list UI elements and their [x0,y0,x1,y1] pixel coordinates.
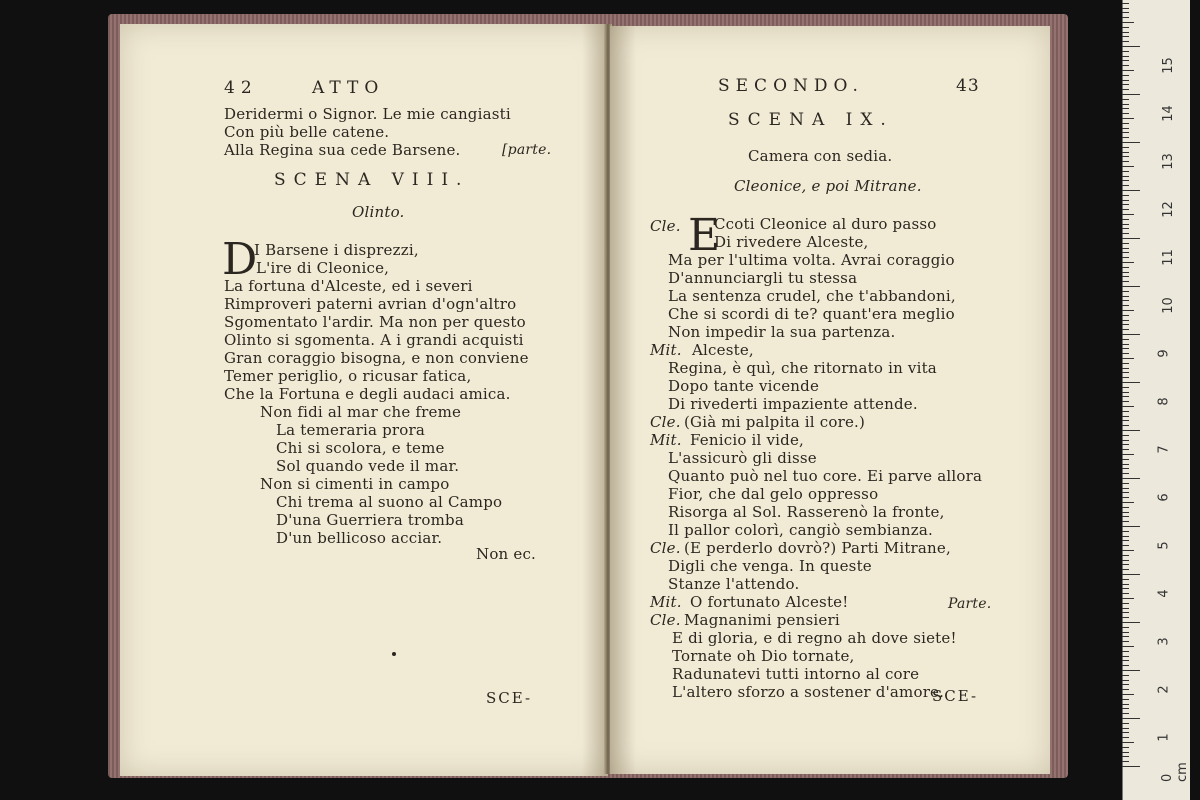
text-line: Deridermi o Signor. Le mie cangiasti [224,105,511,123]
ruler-tick [1122,579,1129,580]
text-line: Con più belle catene. [224,123,390,141]
ruler-tick [1122,80,1129,81]
ruler-tick [1122,252,1129,253]
dialogue-line: Di rivedere Alceste, [714,233,869,251]
ruler-tick [1122,641,1129,642]
ruler-number: 15 [1160,57,1176,74]
ruler-tick [1122,699,1129,700]
ruler-tick [1122,632,1129,633]
ruler-tick [1122,70,1134,71]
text-line: La fortuna d'Alceste, ed i severi [224,277,473,295]
aria-line: La temeraria prora [276,421,425,439]
dialogue-line: Non impedir la sua partenza. [668,323,896,341]
ruler-tick [1122,156,1129,157]
ruler-tick [1122,32,1129,33]
text-line: Alla Regina sua cede Barsene. [224,141,461,159]
dialogue-line: Dopo tante vicende [668,377,820,395]
dialogue-line: Fenicio il vide, [690,431,805,449]
ruler-tick [1122,627,1129,628]
ruler-tick [1122,128,1129,129]
running-header: ATTO [312,78,385,98]
ruler-tick [1122,368,1129,369]
ruler-tick [1122,680,1129,681]
ruler-tick [1122,339,1129,340]
text-line: Gran coraggio bisogna, e non conviene [224,349,529,367]
ruler-number: 1 [1156,733,1172,742]
dialogue-line: Digli che venga. In queste [668,557,872,575]
ruler-tick [1122,478,1140,479]
ruler-tick [1122,65,1129,66]
ruler-tick [1122,468,1129,469]
ruler-tick [1122,300,1129,301]
ruler-number: 2 [1156,685,1172,694]
ruler-tick [1122,214,1134,215]
ruler-tick [1122,742,1134,743]
ruler-tick [1122,224,1129,225]
ruler-tick [1122,752,1129,753]
ruler-tick [1122,651,1129,652]
dialogue-line: La sentenza crudel, che t'abbandoni, [668,287,956,305]
ruler-tick [1122,449,1129,450]
ruler-tick [1122,27,1129,28]
ruler-tick [1122,51,1129,52]
speaker-label: Cle. [650,217,681,235]
ruler-tick [1122,372,1129,373]
ruler-tick [1122,488,1129,489]
ruler-tick [1122,17,1129,18]
ruler-tick [1122,440,1129,441]
ruler-tick [1122,560,1129,561]
ruler-tick [1122,185,1129,186]
left-page [120,24,608,776]
ruler-tick [1122,454,1134,455]
speaker-label: Mit. [650,341,682,359]
ruler-tick [1122,507,1129,508]
ruler-tick [1122,104,1129,105]
ruler-tick [1122,353,1129,354]
ruler-tick [1122,516,1129,517]
ruler-tick [1122,689,1129,690]
ruler-tick [1122,732,1129,733]
ruler-tick [1122,483,1129,484]
ruler-tick [1122,171,1129,172]
ruler-tick [1122,166,1134,167]
ruler-tick [1122,723,1129,724]
ruler-tick [1122,612,1129,613]
page-number: 43 [956,76,980,96]
ruler-tick [1122,89,1129,90]
ruler-tick [1122,296,1129,297]
ruler-tick [1122,12,1129,13]
ruler-tick [1122,281,1129,282]
ruler-tick [1122,147,1129,148]
ruler-tick [1122,756,1129,757]
ruler-tick [1122,358,1134,359]
dialogue-line: Di rivederti impaziente attende. [668,395,918,413]
ruler-tick [1122,555,1129,556]
ruler-tick [1122,684,1129,685]
ruler-tick [1122,200,1129,201]
aria-end: Non ec. [476,545,537,563]
ruler-tick [1122,36,1129,37]
drop-cap: E [688,210,721,261]
ruler-tick [1122,675,1129,676]
ruler-tick [1122,622,1140,623]
text-line: Olinto si sgomenta. A i grandi acquisti [224,331,524,349]
ruler-number: 14 [1160,105,1176,122]
ruler-tick [1122,665,1129,666]
ruler-tick [1122,132,1129,133]
ruler-tick [1122,564,1129,565]
ruler-tick [1122,272,1129,273]
speaker-label: Mit. [650,431,682,449]
text-line: Rimproveri paterni avrian d'ogn'altro [224,295,517,313]
measuring-ruler [1122,0,1190,800]
dialogue-line: Fior, che dal gelo oppresso [668,485,879,503]
ruler-tick [1122,392,1129,393]
text-line: Sgomentato l'ardir. Ma non per questo [224,313,526,331]
scene-title: SCENA IX. [728,110,894,130]
ruler-tick [1122,315,1129,316]
ruler-tick [1122,411,1129,412]
ruler-tick [1122,420,1129,421]
ruler-tick [1122,56,1129,57]
ruler-tick [1122,737,1129,738]
ruler-tick [1122,238,1140,239]
ruler-tick [1122,617,1129,618]
ruler-tick [1122,704,1129,705]
ruler-tick [1122,660,1129,661]
ruler-tick [1122,459,1129,460]
ruler-tick [1122,334,1140,335]
ruler-tick [1122,310,1134,311]
ruler-tick [1122,108,1129,109]
ruler-tick [1122,267,1129,268]
ruler-tick [1122,60,1129,61]
dialogue-line: Tornate oh Dio tornate, [672,647,855,665]
ruler-tick [1122,497,1129,498]
ruler-tick [1122,176,1129,177]
ruler-tick [1122,257,1129,258]
ruler-tick [1122,348,1129,349]
ruler-tick [1122,113,1129,114]
ruler-number: 6 [1156,493,1172,502]
dialogue-line: Regina, è quì, che ritornato in vita [668,359,937,377]
character-name: Olinto. [352,203,405,221]
scene-title: SCENA VIII. [274,170,470,190]
ruler-tick [1122,286,1140,287]
ruler-tick [1122,593,1129,594]
dialogue-line: Alceste, [692,341,754,359]
ruler-tick [1122,228,1129,229]
dialogue-line: Il pallor colorì, cangiò sembianza. [668,521,933,539]
ruler-tick [1122,22,1134,23]
ruler-number: 4 [1156,589,1172,598]
ruler-tick [1122,464,1129,465]
ruler-tick [1122,344,1129,345]
dialogue-line: Risorga al Sol. Rasserenò la fronte, [668,503,945,521]
ruler-tick [1122,243,1129,244]
ruler-tick [1122,118,1134,119]
ruler-tick [1122,396,1129,397]
ruler-number: 5 [1156,541,1172,550]
ruler-tick [1122,75,1129,76]
ruler-tick [1122,377,1129,378]
speaker-label: Mit. [650,593,682,611]
ruler-tick [1122,656,1129,657]
ruler-tick [1122,425,1129,426]
dialogue-line: (E perderlo dovrò?) Parti Mitrane, [684,539,951,557]
ruler-tick [1122,416,1129,417]
ruler-tick [1122,588,1129,589]
ruler-tick [1122,636,1129,637]
catchword: SCE- [486,689,533,707]
dialogue-line: Stanze l'attendo. [668,575,800,593]
ruler-tick [1122,603,1129,604]
ruler-number: 13 [1160,153,1176,170]
ruler-tick [1122,324,1129,325]
ruler-tick [1122,598,1134,599]
text-line: L'ire di Cleonice, [256,259,390,277]
ruler-tick [1122,305,1129,306]
ruler-tick [1122,444,1129,445]
ruler-tick [1122,180,1129,181]
ruler-tick [1122,248,1129,249]
ruler-tick [1122,728,1129,729]
ruler-tick [1122,521,1129,522]
dialogue-line: L'assicurò gli disse [668,449,817,467]
aria-line: D'un bellicoso acciar. [276,529,443,547]
ruler-tick [1122,262,1134,263]
ruler-tick [1122,531,1129,532]
text-line: I Barsene i disprezzi, [254,241,419,259]
ruler-tick [1122,8,1129,9]
speaker-label: Cle. [650,611,681,629]
ruler-tick [1122,569,1129,570]
ruler-tick [1122,747,1129,748]
ink-mark [392,652,396,656]
ruler-tick [1122,329,1129,330]
ruler-tick [1122,320,1129,321]
dialogue-line: E di gloria, e di regno ah dove siete! [672,629,957,647]
ruler-tick [1122,430,1140,431]
aria-line: Non fidi al mar che freme [260,403,462,421]
dialogue-line: Quanto può nel tuo core. Ei parve allora [668,467,983,485]
ruler-tick [1122,708,1129,709]
ruler-tick [1122,233,1129,234]
stage-direction: Parte. [948,596,992,612]
ruler-tick [1122,608,1129,609]
ruler-tick [1122,94,1140,95]
ruler-tick [1122,137,1129,138]
ruler-number: 9 [1156,349,1172,358]
ruler-number: 8 [1156,397,1172,406]
dialogue-line: Magnanimi pensieri [684,611,840,629]
ruler-tick [1122,276,1129,277]
dialogue-line: (Già mi palpita il core.) [684,413,866,431]
ruler-number: 10 [1160,297,1176,314]
ruler-tick [1122,204,1129,205]
ruler-tick [1122,540,1129,541]
ruler-tick [1122,195,1129,196]
ruler-tick [1122,152,1129,153]
ruler-tick [1122,761,1129,762]
speaker-label: Cle. [650,413,681,431]
ruler-tick [1122,161,1129,162]
ruler-tick [1122,574,1140,575]
ruler-tick [1122,209,1129,210]
ruler-tick [1122,99,1129,100]
ruler-tick [1122,646,1134,647]
ruler-tick [1122,670,1140,671]
catchword: SCE- [932,687,979,705]
ruler-tick [1122,406,1134,407]
ruler-tick [1122,584,1129,585]
aria-line: Chi si scolora, e teme [276,439,445,457]
right-page [610,26,1050,774]
ruler-tick [1122,382,1140,383]
ruler-tick [1122,3,1129,4]
ruler-tick [1122,526,1140,527]
ruler-tick [1122,718,1140,719]
ruler-tick [1122,545,1129,546]
stage-direction: [parte. [502,142,552,158]
ruler-tick [1122,41,1129,42]
ruler-number: 3 [1156,637,1172,646]
ruler-tick [1122,123,1129,124]
running-header: SECONDO. [718,76,864,96]
scene-setting: Camera con sedia. [748,147,893,165]
dialogue-line: O fortunato Alceste! [690,593,849,611]
page-number: 42 [224,78,258,98]
ruler-tick [1122,219,1129,220]
ruler-tick [1122,492,1129,493]
drop-cap: D [222,234,258,285]
aria-line: Non si cimenti in campo [260,475,450,493]
ruler-number: 12 [1160,201,1176,218]
ruler-number: 11 [1160,249,1176,266]
ruler-number: 7 [1156,445,1172,454]
ruler-tick [1122,473,1129,474]
aria-line: Chi trema al suono al Campo [276,493,503,511]
ruler-tick [1122,435,1129,436]
ruler-tick [1122,291,1129,292]
ruler-unit: 0 cm [1160,762,1190,782]
text-line: Che la Fortuna e degli audaci amica. [224,385,511,403]
dialogue-line: Ma per l'ultima volta. Avrai coraggio [668,251,955,269]
aria-line: D'una Guerriera tromba [276,511,464,529]
ruler-tick [1122,550,1134,551]
ruler-tick [1122,84,1129,85]
ruler-tick [1122,363,1129,364]
dialogue-line: Ccoti Cleonice al duro passo [714,215,937,233]
ruler-tick [1122,536,1129,537]
ruler-tick [1122,713,1129,714]
ruler-tick [1122,401,1129,402]
ruler-tick [1122,46,1140,47]
ruler-tick [1122,190,1140,191]
dialogue-line: Radunatevi tutti intorno al core [672,665,920,683]
dialogue-line: D'annunciargli tu stessa [668,269,858,287]
ruler-tick [1122,694,1134,695]
dialogue-line: Che si scordi di te? quant'era meglio [668,305,955,323]
ruler-tick [1122,387,1129,388]
dialogue-line: L'altero sforzo a sostener d'amore. [672,683,945,701]
ruler-tick [1122,766,1140,767]
ruler-tick [1122,502,1134,503]
speaker-label: Cle. [650,539,681,557]
aria-line: Sol quando vede il mar. [276,457,460,475]
text-line: Temer periglio, o ricusar fatica, [224,367,472,385]
ruler-tick [1122,142,1140,143]
scene-characters: Cleonice, e poi Mitrane. [734,177,922,195]
ruler-tick [1122,512,1129,513]
